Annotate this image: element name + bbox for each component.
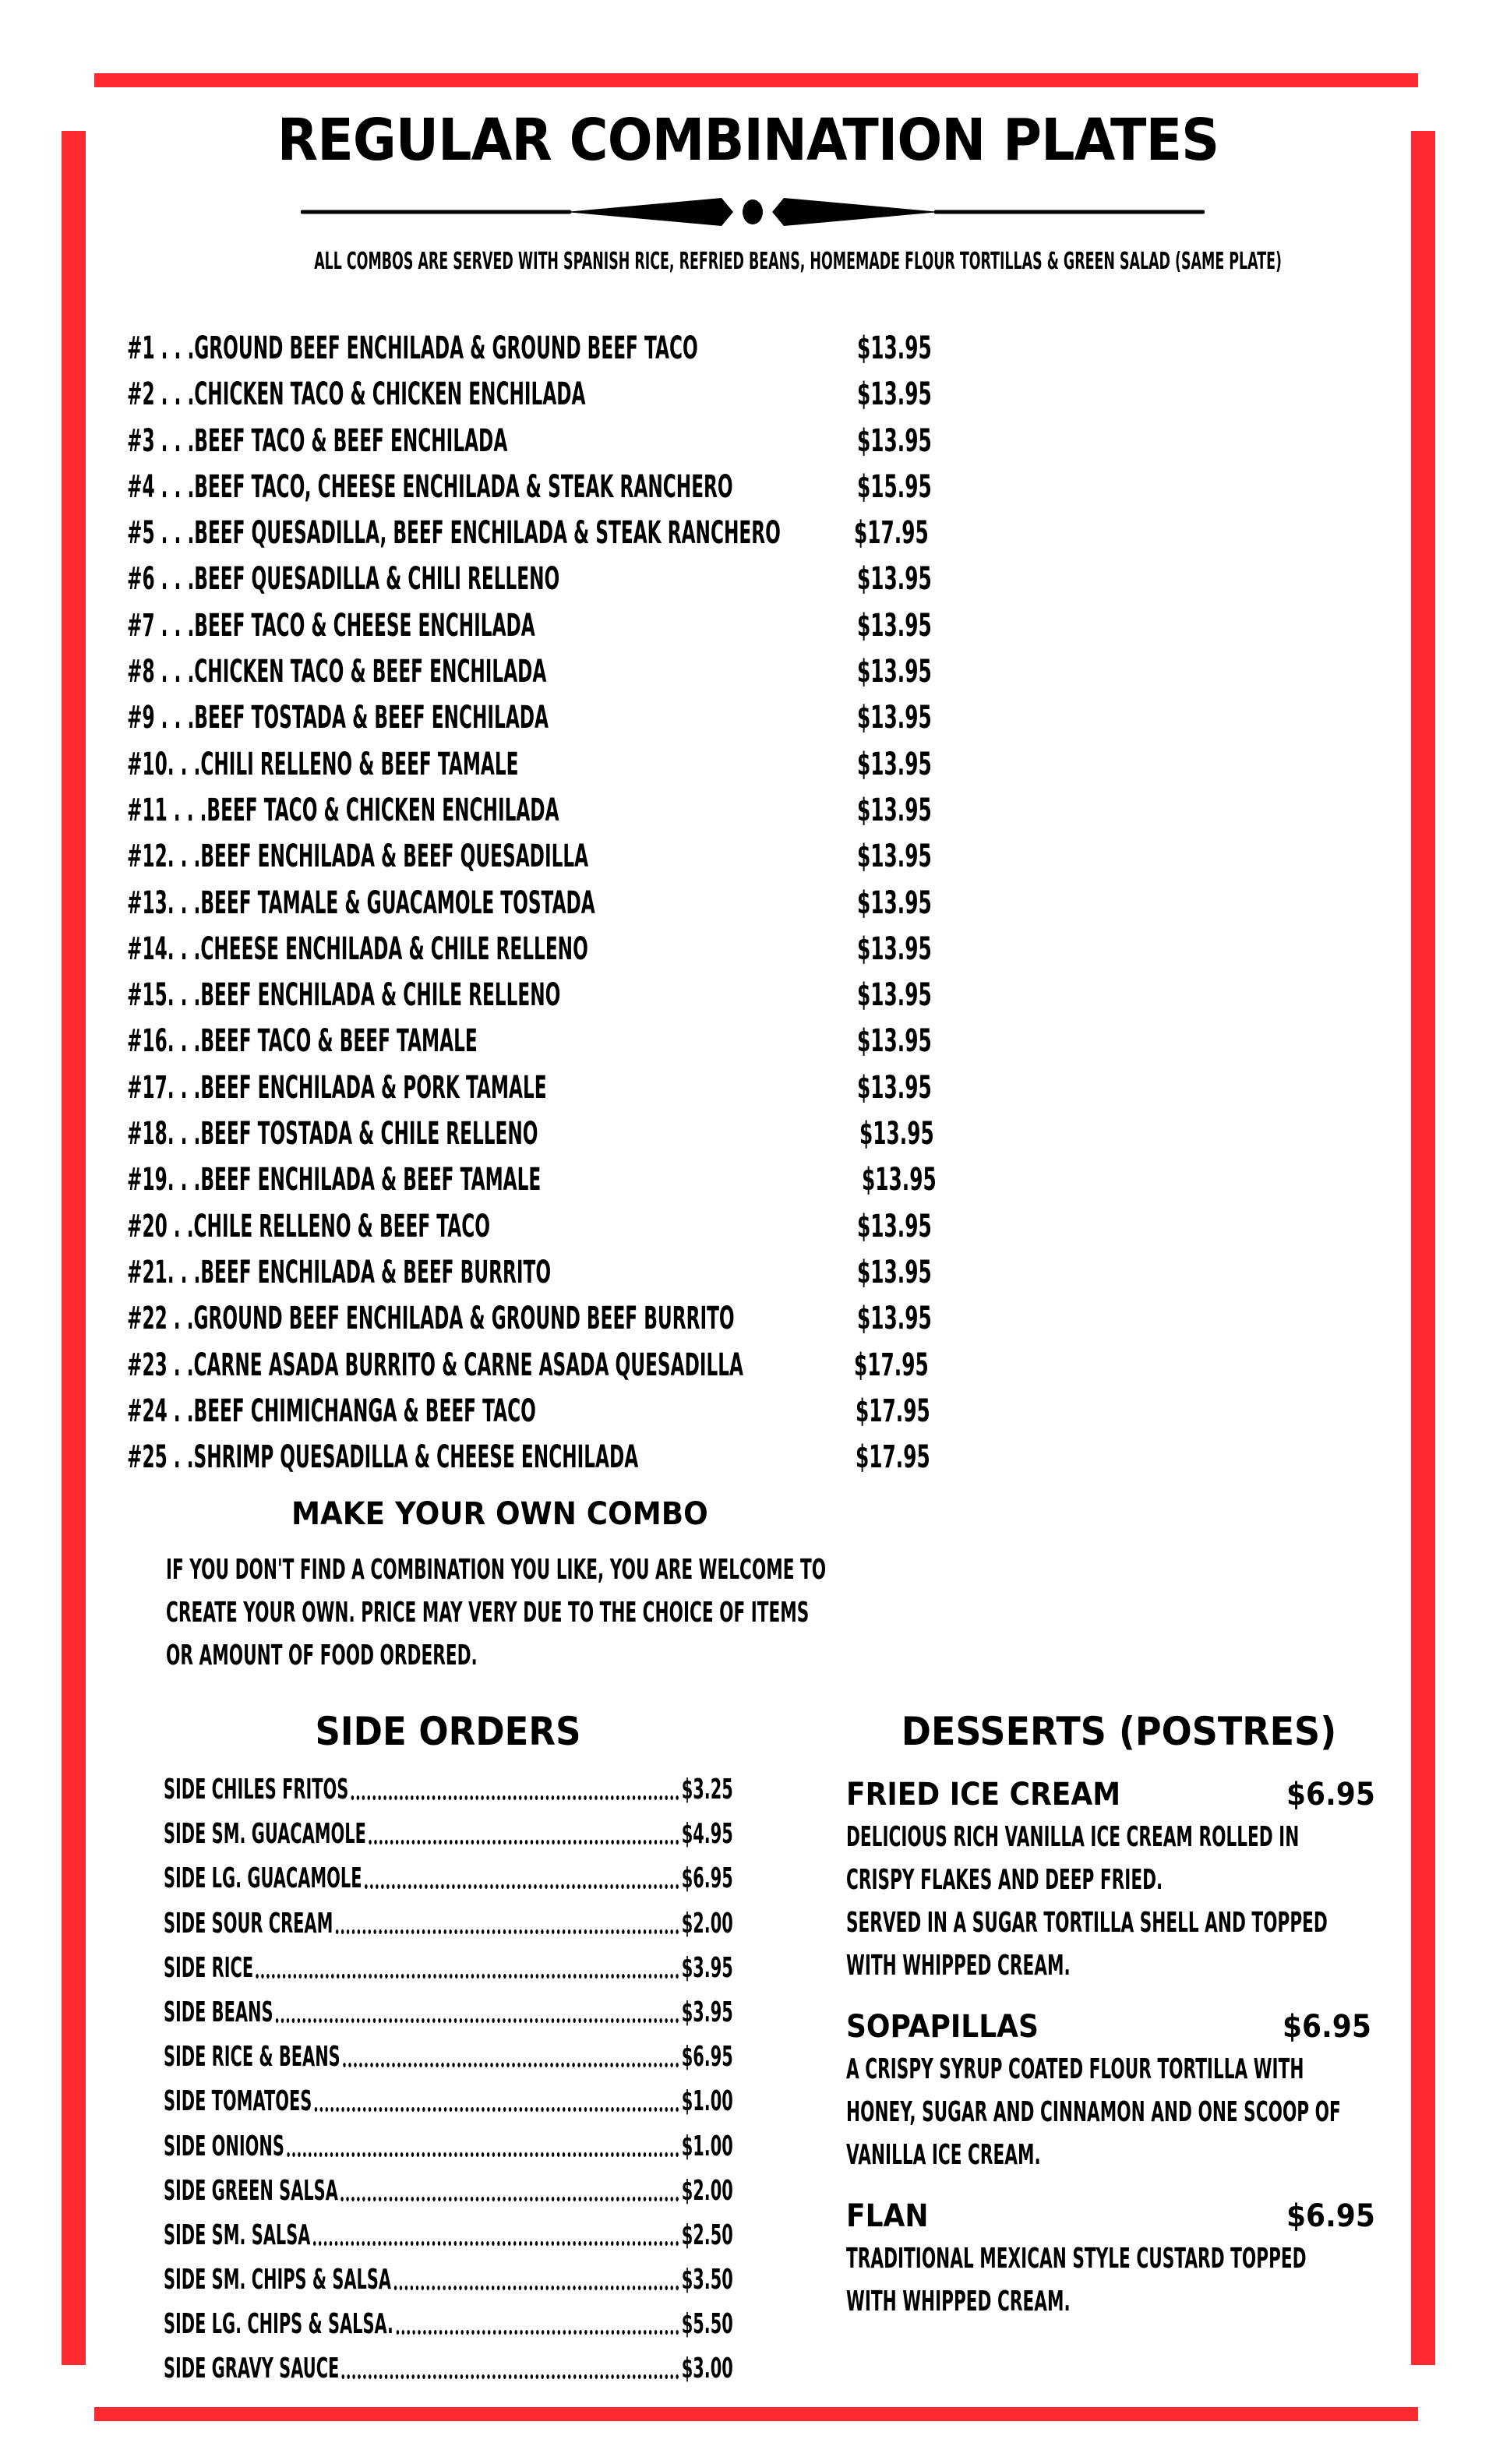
combo-label: #13. . .BEEF TAMALE & GUACAMOLE TOSTADA: [127, 884, 595, 921]
page-title: REGULAR COMBINATION PLATES: [277, 107, 1219, 174]
combo-row: [127, 698, 945, 744]
side-order-item: [164, 1904, 732, 1949]
combo-label: #2 . . .CHICKEN TACO & CHICKEN ENCHILADA: [127, 376, 586, 413]
item-name: SIDE SM. SALSA: [164, 2219, 311, 2251]
combo-label: #7 . . .BEEF TACO & CHEESE ENCHILADA: [127, 607, 535, 644]
combo-row: [127, 1022, 945, 1068]
side-order-item: [164, 2172, 732, 2216]
combo-price: $13.95: [857, 1301, 932, 1337]
combo-row: [127, 1392, 945, 1438]
item-price: $3.25: [681, 1774, 733, 1806]
combo-price: $13.95: [857, 330, 932, 366]
side-order-item: [164, 2127, 732, 2172]
dessert-price: $6.95: [1283, 2009, 1371, 2045]
description-line: CREATE YOUR OWN. PRICE MAY VERY DUE TO THE CHOICE OF ITEMS: [166, 1597, 810, 1629]
combo-label: #14. . .CHEESE ENCHILADA & CHILE RELLENO: [127, 930, 588, 967]
side-orders-title: SIDE ORDERS: [315, 1709, 581, 1754]
side-order-item: [164, 1815, 732, 1859]
side-order-item: [164, 2216, 732, 2261]
dessert-description: [846, 2237, 1392, 2323]
dessert-item: [846, 2007, 1392, 2176]
combo-price: $13.95: [857, 977, 932, 1014]
combo-row: [127, 329, 945, 375]
combo-label: #5 . . .BEEF QUESADILLA, BEEF ENCHILADA & STEAK RANCHERO: [127, 515, 781, 552]
desserts-title: DESSERTS (POSTRES): [901, 1709, 1337, 1754]
dot-leader: [342, 2374, 679, 2379]
combo-price: $17.95: [854, 515, 929, 552]
combo-row: [127, 560, 945, 605]
combo-row: [127, 1207, 945, 1253]
right-border-bar: [1411, 131, 1435, 2365]
combo-price: $13.95: [857, 561, 932, 598]
combo-label: #11 . . .BEEF TACO & CHICKEN ENCHILADA: [127, 792, 559, 828]
dot-leader: [369, 1840, 679, 1844]
dot-leader: [394, 2286, 679, 2290]
side-orders-section: [164, 1707, 732, 2395]
description-line: A CRISPY SYRUP COATED FLOUR TORTILLA WITH: [846, 2053, 1304, 2085]
dessert-item: [846, 2197, 1392, 2323]
dot-leader: [313, 2241, 679, 2246]
combo-row: [127, 837, 945, 883]
dessert-description: [846, 1816, 1392, 1987]
item-price: $5.50: [681, 2308, 733, 2341]
combo-price: $13.95: [857, 700, 932, 736]
item-name: SIDE BEANS: [164, 1996, 273, 2028]
combo-label: #10. . .CHILI RELLENO & BEEF TAMALE: [127, 746, 519, 782]
description-line: WITH WHIPPED CREAM.: [846, 1950, 1071, 1982]
description-line: TRADITIONAL MEXICAN STYLE CUSTARD TOPPED: [846, 2243, 1307, 2275]
description-line: DELICIOUS RICH VANILLA ICE CREAM ROLLED IN: [846, 1821, 1300, 1853]
combo-row: [127, 884, 945, 930]
combo-label: #18. . .BEEF TOSTADA & CHILE RELLENO: [127, 1116, 538, 1153]
combo-subtitle: ALL COMBOS ARE SERVED WITH SPANISH RICE, REFRIED BEANS, HOMEMADE FLOUR TORTILLAS & GREEN SALAD (SAME PLATE): [314, 248, 1282, 275]
combo-row: [127, 468, 945, 514]
dot-leader: [336, 1929, 679, 1934]
dessert-name: SOPAPILLAS: [846, 2009, 1039, 2045]
desserts-section: [846, 1707, 1392, 2323]
ornamental-divider-icon: [301, 196, 1205, 228]
combo-label: #22 . .GROUND BEEF ENCHILADA & GROUND BEEF BURRITO: [127, 1301, 735, 1337]
combo-label: #23 . .CARNE ASADA BURRITO & CARNE ASADA QUESADILLA: [127, 1347, 744, 1383]
item-price: $1.00: [681, 2130, 733, 2162]
make-your-own-title: MAKE YOUR OWN COMBO: [291, 1496, 708, 1532]
combo-label: #1 . . .GROUND BEEF ENCHILADA & GROUND BEEF TACO: [127, 330, 698, 366]
item-name: SIDE SM. CHIPS & SALSA: [164, 2264, 392, 2296]
combo-price: $13.95: [857, 654, 932, 690]
combo-label: #24 . .BEEF CHIMICHANGA & BEEF TACO: [127, 1393, 536, 1429]
dessert-price: $6.95: [1286, 1777, 1375, 1813]
combo-price: $13.95: [857, 792, 932, 828]
combo-label: #16. . .BEEF TACO & BEEF TAMALE: [127, 1023, 478, 1060]
dot-leader: [351, 1795, 679, 1800]
item-price: $1.00: [681, 2085, 733, 2118]
description-line: CRISPY FLAKES AND DEEP FRIED.: [846, 1864, 1163, 1896]
item-price: $4.95: [681, 1818, 733, 1851]
combo-price: $13.95: [857, 1254, 932, 1290]
combo-price: $13.95: [857, 746, 932, 782]
combo-row: [127, 514, 945, 560]
combo-price: $13.95: [862, 1162, 937, 1198]
combo-row: [127, 606, 945, 652]
item-price: $3.00: [681, 2353, 733, 2385]
dessert-description: [846, 2048, 1392, 2176]
description-line: HONEY, SUGAR AND CINNAMON AND ONE SCOOP OF: [846, 2096, 1341, 2128]
make-your-own-description: [166, 1551, 1101, 1679]
side-order-item: [164, 2349, 732, 2394]
combo-price: $13.95: [857, 838, 932, 875]
item-price: $3.95: [681, 1951, 733, 1984]
side-order-item: [164, 2038, 732, 2082]
side-order-item: [164, 2261, 732, 2305]
item-price: $2.00: [681, 1907, 733, 1940]
combo-list: [127, 329, 945, 1484]
dessert-item: [846, 1775, 1392, 1987]
combo-label: #3 . . .BEEF TACO & BEEF ENCHILADA: [127, 422, 508, 459]
item-name: SIDE ONIONS: [164, 2130, 284, 2162]
combo-row: [127, 375, 945, 421]
combo-row: [127, 1346, 945, 1392]
combo-row: [127, 1068, 945, 1114]
item-name: SIDE SOUR CREAM: [164, 1907, 333, 1940]
item-price: $6.95: [681, 1862, 733, 1895]
combo-row: [127, 1438, 945, 1484]
side-orders-list: [164, 1770, 732, 2395]
side-order-item: [164, 2082, 732, 2127]
combo-price: $15.95: [857, 468, 932, 505]
combo-row: [127, 1299, 945, 1345]
combo-row: [127, 422, 945, 468]
item-name: SIDE LG. GUACAMOLE: [164, 1862, 362, 1895]
combo-label: #21. . .BEEF ENCHILADA & BEEF BURRITO: [127, 1254, 552, 1290]
combo-label: #6 . . .BEEF QUESADILLA & CHILI RELLENO: [127, 561, 560, 598]
combo-price: $13.95: [857, 884, 932, 921]
combo-label: #8 . . .CHICKEN TACO & BEEF ENCHILADA: [127, 654, 547, 690]
dot-leader: [287, 2152, 679, 2157]
combo-row: [127, 1253, 945, 1299]
combo-label: #15. . .BEEF ENCHILADA & CHILE RELLENO: [127, 977, 561, 1014]
combo-label: #12. . .BEEF ENCHILADA & BEEF QUESADILLA: [127, 838, 589, 875]
top-border-bar: [94, 73, 1418, 87]
combo-label: #4 . . .BEEF TACO, CHEESE ENCHILADA & STEAK RANCHERO: [127, 468, 733, 505]
item-price: $3.95: [681, 1996, 733, 2028]
side-order-item: [164, 1859, 732, 1904]
dot-leader: [343, 2063, 679, 2067]
dot-leader: [315, 2107, 679, 2112]
dessert-name: FRIED ICE CREAM: [846, 1777, 1121, 1813]
combo-row: [127, 745, 945, 791]
item-name: SIDE LG. CHIPS & SALSA.: [164, 2308, 393, 2341]
side-order-item: [164, 1949, 732, 1993]
description-line: WITH WHIPPED CREAM.: [846, 2286, 1071, 2318]
description-line: OR AMOUNT OF FOOD ORDERED.: [166, 1640, 478, 1671]
combo-price: $17.95: [854, 1347, 929, 1383]
item-name: SIDE TOMATOES: [164, 2085, 312, 2118]
combo-label: #9 . . .BEEF TOSTADA & BEEF ENCHILADA: [127, 700, 549, 736]
combo-price: $13.95: [857, 1069, 932, 1106]
combo-price: $13.95: [857, 422, 932, 459]
combo-label: #19. . .BEEF ENCHILADA & BEEF TAMALE: [127, 1162, 542, 1198]
combo-price: $13.95: [857, 607, 932, 644]
combo-label: #17. . .BEEF ENCHILADA & PORK TAMALE: [127, 1069, 547, 1106]
dot-leader: [396, 2330, 679, 2335]
item-name: SIDE GREEN SALSA: [164, 2174, 338, 2207]
combo-price: $13.95: [857, 1023, 932, 1060]
dessert-price: $6.95: [1286, 2198, 1375, 2234]
combo-price: $13.95: [857, 930, 932, 967]
item-price: $2.50: [681, 2219, 733, 2251]
bottom-border-bar: [94, 2407, 1418, 2421]
description-line: VANILLA ICE CREAM.: [846, 2139, 1041, 2171]
combo-row: [127, 652, 945, 698]
combo-price: $13.95: [857, 376, 932, 413]
dot-leader: [276, 2018, 679, 2023]
combo-label: #20 . .CHILE RELLENO & BEEF TACO: [127, 1208, 490, 1244]
item-name: SIDE SM. GUACAMOLE: [164, 1818, 366, 1851]
side-order-item: [164, 1770, 732, 1815]
description-line: SERVED IN A SUGAR TORTILLA SHELL AND TOPPED: [846, 1907, 1328, 1939]
dot-leader: [256, 1974, 679, 1979]
item-price: $6.95: [681, 2041, 733, 2074]
item-name: SIDE RICE: [164, 1951, 254, 1984]
dot-leader: [365, 1884, 679, 1889]
item-name: SIDE GRAVY SAUCE: [164, 2353, 340, 2385]
combo-price: $17.95: [856, 1439, 930, 1476]
combo-row: [127, 1160, 945, 1206]
combo-price: $13.95: [859, 1116, 934, 1153]
combo-row: [127, 1114, 945, 1160]
item-price: $3.50: [681, 2264, 733, 2296]
combo-row: [127, 930, 945, 976]
side-order-item: [164, 2305, 732, 2349]
item-price: $2.00: [681, 2174, 733, 2207]
description-line: IF YOU DON'T FIND A COMBINATION YOU LIKE, YOU ARE WELCOME TO: [166, 1554, 827, 1586]
combo-row: [127, 791, 945, 837]
item-name: SIDE CHILES FRITOS: [164, 1774, 349, 1806]
combo-price: $13.95: [857, 1208, 932, 1244]
item-name: SIDE RICE & BEANS: [164, 2041, 340, 2074]
left-border-bar: [62, 131, 86, 2365]
combo-label: #25 . .SHRIMP QUESADILLA & CHEESE ENCHILADA: [127, 1439, 639, 1476]
dessert-name: FLAN: [846, 2198, 929, 2234]
dot-leader: [340, 2197, 679, 2201]
combo-price: $17.95: [856, 1393, 930, 1429]
combo-row: [127, 976, 945, 1022]
side-order-item: [164, 1993, 732, 2038]
